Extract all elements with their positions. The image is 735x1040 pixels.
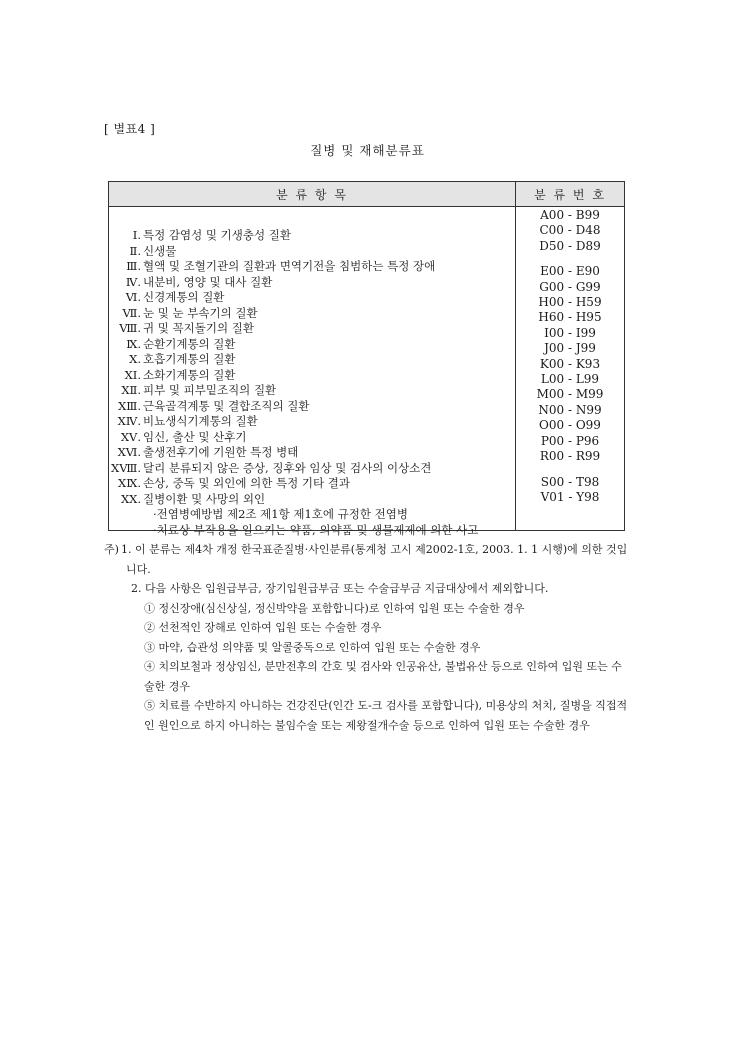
footnote-2 (104, 579, 632, 599)
code-item: D50 - D89 (539, 238, 601, 253)
code-item: H60 - H95 (538, 310, 602, 325)
item-list (109, 228, 515, 538)
list-item: ⅩⅢ. 근육골격계통 및 결합조직의 질환 (118, 398, 310, 413)
code-item: R00 - R99 (539, 449, 601, 464)
code-item: V01 - Y98 (540, 489, 600, 504)
code-item: S00 - T98 (540, 474, 600, 489)
code-item: J00 - J99 (544, 341, 596, 356)
exclusion-item: ③ 마약, 습관성 의약품 및 알콜중독으로 인하여 입원 또는 수술한 경우 (144, 640, 481, 654)
sub-item: ·치료상 부작용을 일으키는 약품, 의약품 및 생물제제에 의한 사고 (153, 522, 479, 537)
page-title: 질병 및 재해분류표 (310, 143, 425, 158)
list-item: Ⅹ. 호흡기계통의 질환 (129, 352, 236, 366)
code-item: O00 - O99 (539, 418, 601, 433)
list-item: ⅩⅤ. 임신, 출산 및 산후기 (120, 429, 247, 444)
list-item: Ⅷ. 귀 및 꼭지돌기의 질환 (119, 321, 254, 335)
table-header (109, 182, 624, 207)
list-item: Ⅶ. 눈 및 눈 부속기의 질환 (122, 305, 258, 320)
footnote-1 (104, 540, 632, 579)
list-item: ⅩⅡ. 피부 및 피부밑조직의 질환 (121, 383, 277, 397)
code-item: N00 - N99 (538, 402, 602, 417)
header-codes: 분 류 번 호 (534, 188, 606, 202)
footnote-text: 2. 다음 사항은 입원급부금, 장기입원급부금 또는 수술급부금 지급대상에서 제외합니다. (131, 582, 549, 595)
footnotes (104, 540, 632, 735)
list-item: Ⅳ. 내분비, 영양 및 대사 질환 (125, 274, 273, 289)
list-item: ⅩⅠ. 소화기계통의 질환 (124, 367, 236, 382)
exclusion-item: ⑤ 치료를 수반하지 아니하는 건강진단(인간 도-크 검사를 포함합니다), 미용상의 처치, 질병을 직접적인 원인으로 하지 아니하는 불임수술 또는 제왕절개수술 등으로 인하여 입원 또는 수술한 경우 (144, 699, 628, 732)
classification-table (108, 181, 625, 537)
code-list (516, 208, 624, 505)
code-item: E00 - E90 (540, 264, 600, 279)
exclusion-item: ② 선천적인 장해로 인하여 입원 또는 수술한 경우 (144, 621, 382, 634)
annex-tag: [ 별표4 ] (104, 122, 156, 136)
list-item: Ⅰ. 특정 감염성 및 기생충성 질환 (132, 228, 291, 242)
code-item: C00 - D48 (539, 223, 601, 238)
code-item: I00 - I99 (544, 325, 596, 340)
exclusion-item: ① 정신장애(심신상실, 정신박약을 포함합니다)로 인하여 입원 또는 수술한 경우 (144, 601, 525, 615)
code-item: G00 - G99 (539, 279, 601, 294)
list-item: ⅩⅣ. 비뇨생식기계통의 질환 (117, 414, 258, 428)
list-item: ⅩⅩ. 질병이환 및 사망의 외인 (120, 491, 266, 506)
list-item: Ⅵ. 신경계통의 질환 (125, 290, 225, 304)
code-item: P00 - P96 (540, 433, 600, 448)
footnote-text: 1. 이 분류는 제4차 개정 한국표준질병·사인분류(통계청 고시 제2002-1호, 2003. 1. 1 시행)에 의한 것입니다. (121, 543, 628, 576)
sub-item: ·전염병예방법 제2조 제1항 제1호에 규정한 전염병 (153, 507, 408, 521)
list-item: Ⅱ. 신생물 (129, 243, 177, 258)
code-item: K00 - K93 (539, 356, 601, 371)
list-item: ⅩⅨ. 손상, 중독 및 외인에 의한 특정 기타 결과 (118, 476, 350, 490)
list-item: ⅩⅥ. 출생전후기에 기원한 특정 병태 (117, 445, 299, 459)
list-item: ⅩⅧ. 달리 분류되지 않은 증상, 징후와 임상 및 검사의 이상소견 (111, 460, 432, 475)
exclusion-list (104, 599, 632, 736)
list-item: Ⅸ. 순환기계통의 질환 (126, 336, 236, 351)
code-item: H00 - H59 (538, 295, 602, 310)
code-item: L00 - L99 (540, 372, 600, 387)
code-item: M00 - M99 (536, 387, 604, 402)
header-items: 분 류 항 목 (276, 188, 348, 202)
code-item: A00 - B99 (540, 208, 600, 222)
list-item: Ⅲ. 혈액 및 조혈기관의 질환과 면역기전을 침범하는 특정 장애 (126, 259, 436, 273)
footnote-lead: 주) (104, 543, 119, 556)
exclusion-item: ④ 치의보철과 정상임신, 분만전후의 간호 및 검사와 인공유산, 불법유산 등으로 인하여 입원 또는 수술한 경우 (144, 660, 622, 693)
